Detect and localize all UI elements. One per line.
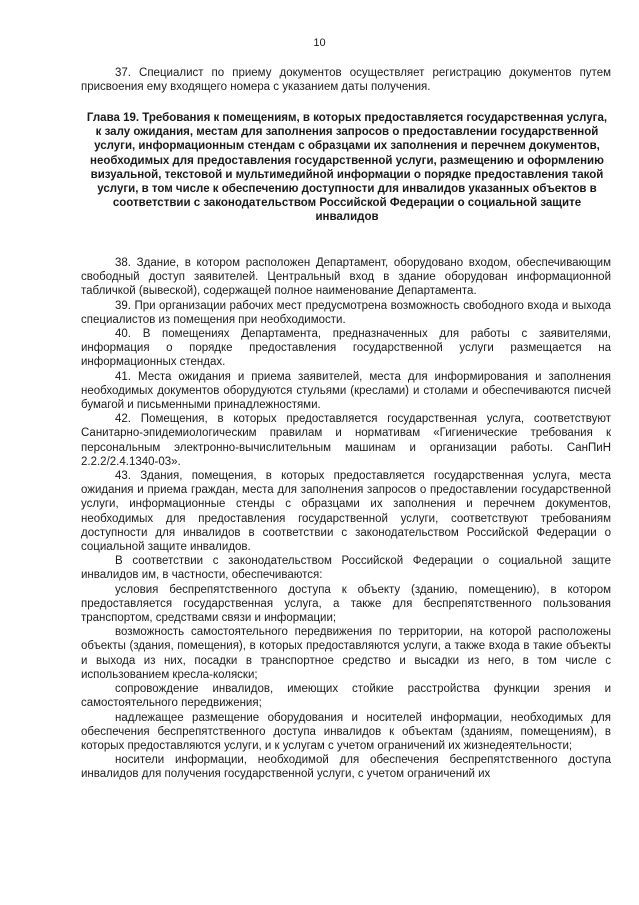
chapter-heading: Глава 19. Требования к помещениям, в которых предоставляется государственная услуга, к залу ожидания, местам для заполнения запросов о предоставлении государственной услуги, информационным стендам с образцами их заполнения и перечнем документов, необходимых для предоставления государственной услуги, размещению и оформлению визуальной, текстовой и мультимедийной информации о порядке предоставления такой услуги, в том числе к обеспечению доступности для инвалидов указанных объектов в соответствии с законодательством Российской Федерации о социальной защите инвалидов [86,112,608,224]
list-item-movement: возможность самостоятельного передвижения по территории, на которой расположены объекты (здания, помещения), в которых предоставляются услуги, а также входа в такие объекты и выхода из них, посадки в транспортное средство и высадки из него, в том числе с использованием кресла-коляски; [81,626,611,681]
paragraph-42: 42. Помещения, в которых предоставляется государственная услуга, соответствуют Санитарно-эпидемиологическим правилам и нормативам «Гигиенические требования к персональным электронно-вычислительным машинам и организации работы. СанПиН 2.2.2/2.4.1340-03». [81,413,611,468]
chapter-heading-block [84,111,610,225]
paragraph-43: 43. Здания, помещения, в которых предоставляется государственная услуга, места ожидания и приема граждан, места для заполнения запросов о предоставлении государственной услуги, информационные стенды с образцами их заполнения и перечнем документов, необходимых для предоставления государственной услуги, соответствуют требованиям доступности для инвалидов в соответствии с законодательством Российской Федерации о социальной защите инвалидов. [81,470,611,554]
intro-block [81,66,611,94]
paragraph-40: 40. В помещениях Департамента, предназначенных для работы с заявителями, информация о порядке предоставления государственной услуги размещается на информационных стендах. [81,328,611,369]
list-item-information-carriers: носители информации, необходимой для обеспечения беспрепятственного доступа инвалидов для получения государственной услуги, с учетом ограничений их [81,754,611,781]
page-number: 10 [313,37,326,49]
paragraph-disability-intro: В соответствии с законодательством Российской Федерации о социальной защите инвалидов им, в частности, обеспечиваются: [81,555,611,582]
paragraph-41: 41. Места ожидания и приема заявителей, места для информирования и заполнения необходимых документов оборудуются стульями (креслами) и столами и обеспечиваются писчей бумагой и письменными принадлежностями. [81,370,611,412]
list-item-equipment-placement: надлежащее размещение оборудования и носителей информации, необходимых для обеспечения беспрепятственного доступа инвалидов к объектам (зданиям, помещениям), в которых предоставляются услуги, и к услугам с учетом ограничений их жизнедеятельности; [81,711,611,752]
paragraph-39: 39. При организации рабочих мест предусмотрена возможность свободного входа и выхода специалистов из помещения при необходимости. [81,299,611,326]
paragraph-38: 38. Здание, в котором расположен Департамент, оборудовано входом, обеспечивающим свободный доступ заявителей. Центральный вход в здание оборудован информационной табличкой (вывеской), содержащей полное наименование Департамента. [81,257,611,298]
paragraph-37: 37. Специалист по приему документов осуществляет регистрацию документов путем присвоения ему входящего номера с указанием даты получения. [81,67,611,94]
body-text [81,256,611,782]
list-item-access-conditions: условия беспрепятственного доступа к объекту (зданию, помещению), в котором предоставляется государственная услуга, а также для беспрепятственного пользования транспортом, средствами связи и информации; [81,583,611,625]
list-item-escort: сопровождение инвалидов, имеющих стойкие расстройства функции зрения и самостоятельного передвижения; [81,683,611,710]
